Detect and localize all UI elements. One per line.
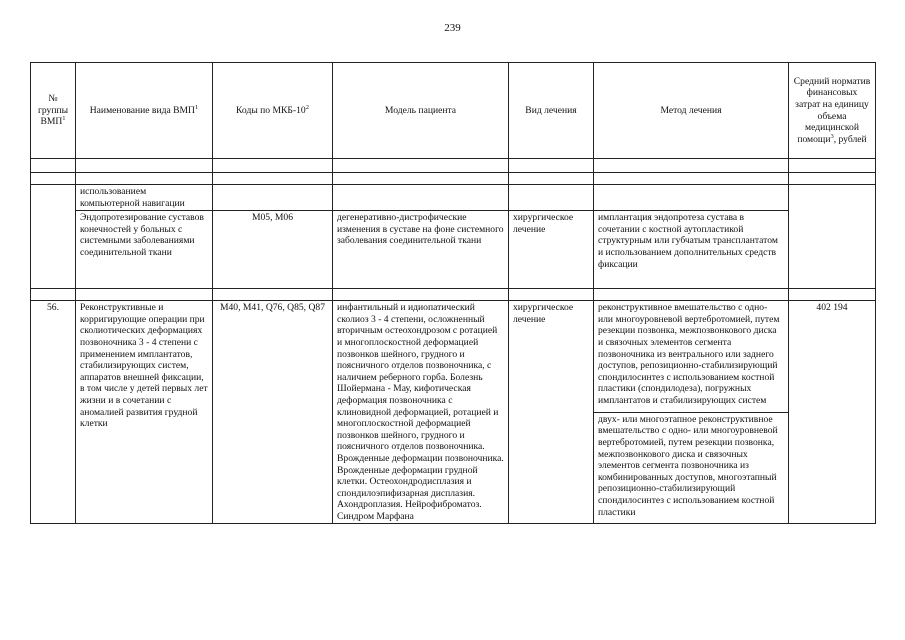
cell-treatment-type: хирургическое лечение [509,211,594,289]
cell-vmp-name: Реконструктивные и корригирующие операции при сколиотических деформациях позвоночника 3 - 4 степени с применением имплантатов, стабилизирующих систем, аппаратов внешней фиксации, в том числе у детей первых лет жизни и в сочетании с аномалией развития грудной клетки [76,301,213,524]
cell-cost [789,185,876,289]
spacer-row [31,289,876,301]
empty-row [31,159,876,173]
cell-treatment-method: двух- или многоэтапное реконструктивное вмешательство с одно- или многоуровневой вертебротомией, путем резекции позвонка, межпозвонкового диска и связочных элементов сегмента позвоночника из комбинированных доступов, многоэтапный репозиционно-стабилизирующий спондилосинтез с использованием костной пластики [594,412,789,524]
cell-treatment-method: имплантация эндопротеза сустава в сочетании с костной аутопластикой структурным или губчатым трансплантатом и использованием дополнительных средств фиксации [594,211,789,289]
header-cost-standard: Средний норматив финансовых затрат на единицу объема медицинской помощи$^3$, рублей [789,63,876,159]
cell-group-number [31,185,76,289]
table-row-continuation [31,185,876,211]
cell-patient-model: дегенеративно-дистрофические изменения в суставе на фоне системного заболевания соединительной ткани [333,211,509,289]
cell-icd-codes: M40, M41, Q76, Q85, Q87 [213,301,333,524]
header-row [31,63,876,159]
cell-cost: 402 194 [789,301,876,524]
cell-vmp-name: использованием компьютерной навигации [76,185,213,211]
table-row-56 [31,301,876,413]
header-vmp-name: Наименование вида ВМП$^1$ [76,63,213,159]
header-treatment-type: Вид лечения [509,63,594,159]
header-patient-model: Модель пациента [333,63,509,159]
vmp-table [30,62,876,524]
cell-patient-model: инфантильный и идиопатический сколиоз 3 - 4 степени, осложненный вторичным остеохондрозом с ротацией и многоплоскостной деформацией позвонков шейного, грудного и поясничного отделов позвоночника, с наличием реберного горба. Болезнь Шойермана - Мау, кифотическая деформация позвоночника с клиновидной деформацией, ротацией и многоплоскостной деформацией позвонков шейного, грудного и поясничного отделов позвоночника. Врожденные деформации позвоночника. Врожденные деформации грудной клетки. Остеохондродисплазия и спондилоэпифизарная дисплазия. Ахондроплазия. Нейрофиброматоз. Синдром Марфана [333,301,509,524]
table-row-endoprosthetics [31,211,876,289]
cell-treatment-type: хирургическое лечение [509,301,594,524]
header-icd-codes: Коды по МКБ-$10^2$ [213,63,333,159]
spacer-row [31,173,876,185]
cell-group-number: 56. [31,301,76,524]
cell-vmp-name: Эндопротезирование суставов конечностей у больных с системными заболеваниями соединительной ткани [76,211,213,289]
header-group-number: № группы ВМП$^1$ [31,63,76,159]
header-treatment-method: Метод лечения [594,63,789,159]
cell-treatment-method: реконструктивное вмешательство с одно- или многоуровневой вертебротомией, путем резекции позвонка, межпозвонкового диска и связочных элементов сегмента позвоночника из вентрального или заднего доступов, репозиционно-стабилизирующий спондилосинтез с использованием костной пластики (спондилодеза), погружных имплантатов и стабилизирующих систем [594,301,789,413]
page-number: 239 [444,22,461,34]
cell-icd-codes: M05, M06 [213,211,333,289]
